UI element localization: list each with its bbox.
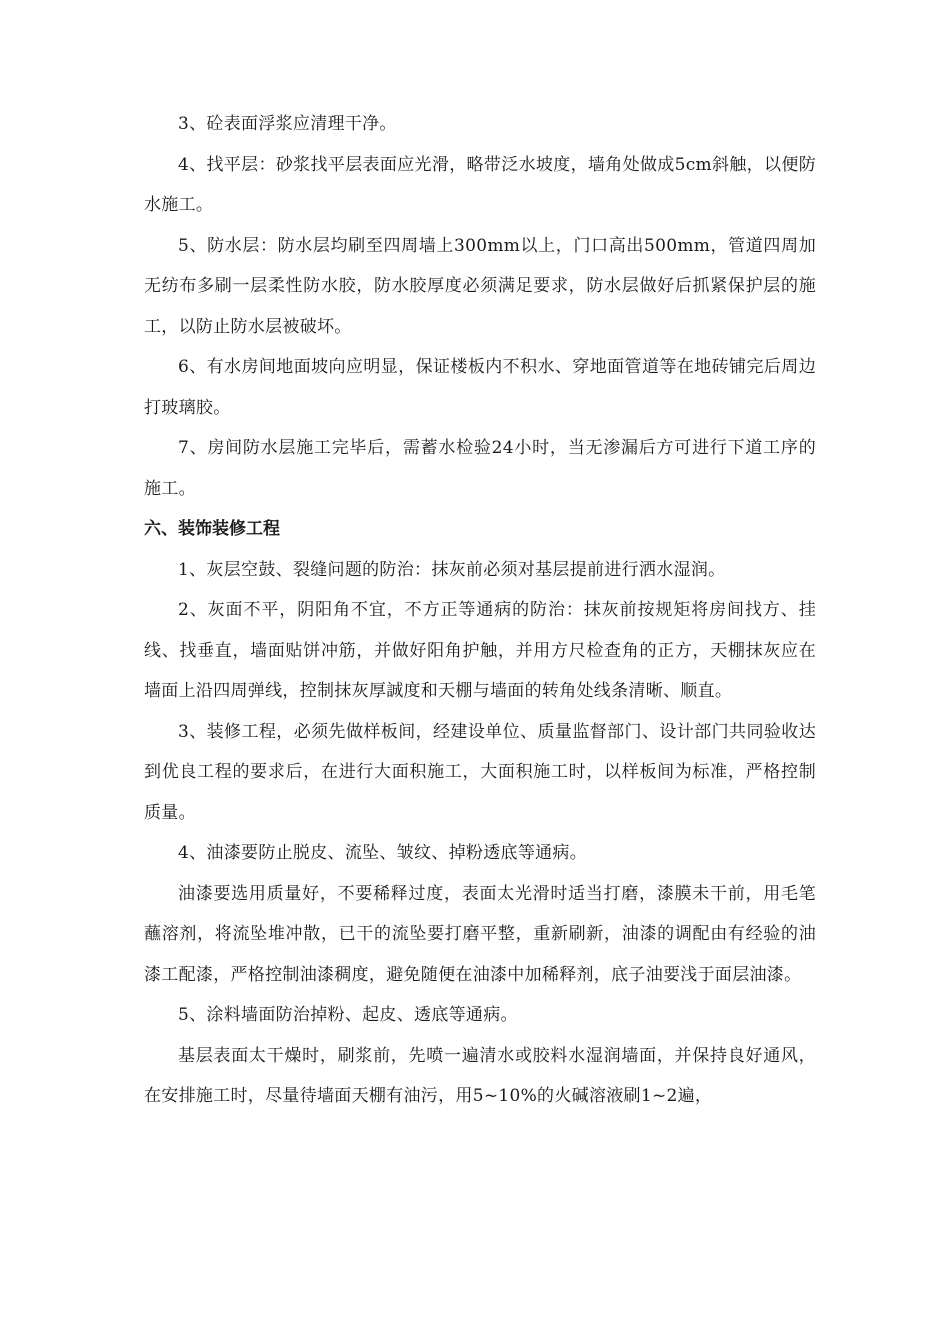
paragraph-decor-4: 4、油漆要防止脱皮、流坠、皱纹、掉粉透底等通病。 [178, 843, 588, 863]
paragraph-7: 7、房间防水层施工完毕后，需蓄水检验24小时，当无渗漏后方可进行下道工序的施工。 [144, 438, 816, 499]
section-heading: 六、装饰装修工程 [144, 519, 280, 539]
paragraph-decor-3: 3、装修工程，必须先做样板间，经建设单位、质量监督部门、设计部门共同验收达到优良工程的要求后，在进行大面积施工，大面积施工时，以样板间为标准，严格控制质量。 [144, 721, 816, 823]
paragraph-4: 4、找平层：砂浆找平层表面应光滑，略带泛水坡度，墙角处做成5cm斜触，以便防水施工。 [144, 154, 816, 215]
paragraph-6: 6、有水房间地面坡向应明显，保证楼板内不积水、穿地面管道等在地砖铺完后周边打玻璃胶。 [144, 357, 816, 418]
paragraph-paint-detail: 油漆要选用质量好，不要稀释过度，表面太光滑时适当打磨，漆膜未干前，用毛笔蘸溶剂，将流坠堆冲散，已干的流坠要打磨平整，重新刷新，油漆的调配由有经验的油漆工配漆，严格控制油漆稠度，避免随便在油漆中加稀释剂，底子油要浅于面层油漆。 [144, 883, 816, 985]
paragraph-coating-detail: 基层表面太干燥时，刷浆前，先喷一遍清水或胶料水湿润墙面，并保持良好通风，在安排施工时，尽量待墙面天棚有油污，用5~10%的火碱溶液刷1~2遍， [144, 1045, 816, 1106]
paragraph-decor-5: 5、涂料墙面防治掉粉、起皮、透底等通病。 [178, 1005, 518, 1025]
paragraph-decor-2: 2、灰面不平，阴阳角不宜，不方正等通病的防治：抹灰前按规矩将房间找方、挂线、找垂直，墙面贴饼冲筋，并做好阳角护触，并用方尺检查角的正方，天棚抹灰应在墙面上沿四周弹线，控制抹灰厚誠度和天棚与墙面的转角处线条清晰、顺直。 [144, 600, 816, 701]
paragraph-decor-1: 1、灰层空鼓、裂缝问题的防治：抹灰前必须对基层提前进行洒水湿润。 [178, 559, 726, 580]
paragraph-5: 5、防水层：防水层均刷至四周墙上300mm以上，门口高出500mm，管道四周加无纺布多刷一层柔性防水胶，防水胶厚度必须满足要求，防水层做好后抓紧保护层的施工，以防止防水层被破坏。 [144, 235, 816, 337]
document-body [144, 104, 816, 1117]
paragraph-3: 3、砼表面浮浆应清理干净。 [178, 114, 397, 134]
